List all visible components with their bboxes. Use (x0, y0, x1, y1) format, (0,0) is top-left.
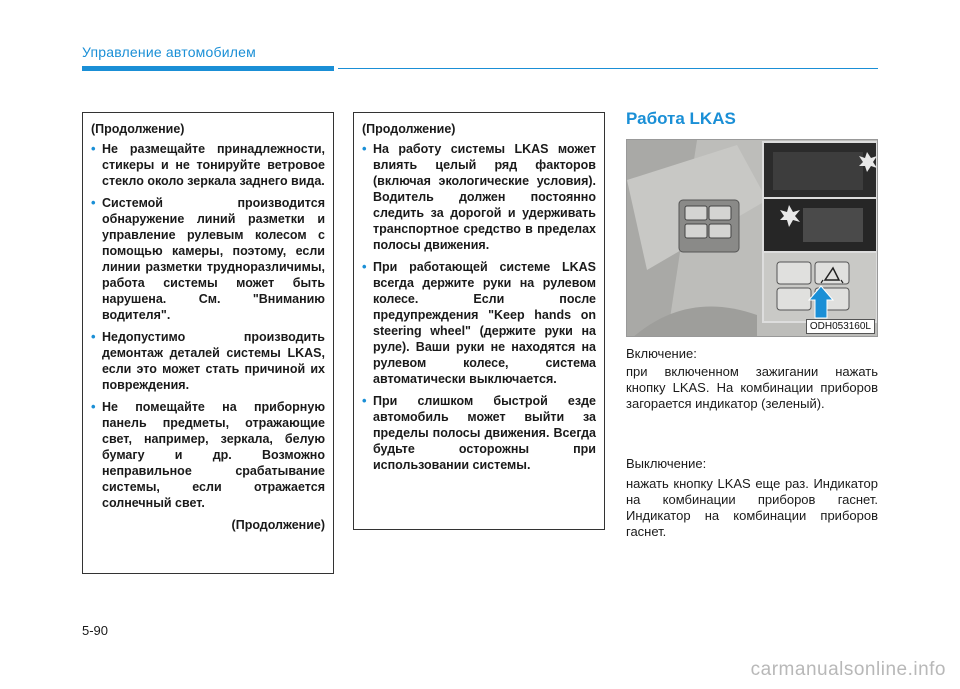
lkas-button-photo (626, 139, 878, 337)
page-number: 5-90 (82, 623, 109, 638)
cluster-inset-middle (763, 198, 877, 252)
bullet-icon: • (91, 399, 96, 414)
list-item (91, 399, 325, 511)
list-item-text: Системой производится обнаружение линий разметки и управление рулевым колесом с помощью камеры, поэтому, если линии разметки трудноразличимы, работа системы может быть нарушена. См. "Вниманию водителя". (102, 196, 325, 322)
caution-heading: (Продолжение) (362, 122, 456, 136)
bullet-icon: • (362, 259, 367, 274)
section-title: Работа LKAS (626, 109, 736, 128)
header-rule-thin (338, 68, 878, 69)
lkas-button-inset (763, 252, 877, 322)
switch-panel (679, 200, 739, 252)
list-item-text: Не размещайте принадлежности, стикеры и не тонируйте ветровое стекло около зеркала заднего вида. (102, 142, 325, 188)
header-rule-thick (82, 66, 334, 71)
list-item-text: Недопустимо производить демонтаж деталей системы LKAS, если это может стать причиной их повреждения. (102, 330, 325, 392)
bullet-icon: • (91, 195, 96, 210)
figure-code: ODH053160L (806, 319, 875, 334)
caution-list (91, 141, 325, 511)
cluster-inset-top (763, 142, 877, 200)
list-item-text: При работающей системе LKAS всегда держите руки на рулевом колесе. Если после предупреждения "Keep hands on steering wheel" (держите руки на руле). Ваши руки не находятся на рулевом колесе, система автоматически выключается. (373, 260, 596, 386)
list-item (362, 141, 596, 253)
caution-list (362, 141, 596, 473)
bullet-icon: • (91, 141, 96, 156)
list-item-text: На работу системы LKAS может влиять целый ряд факторов (включая экологические условия). Водитель должен постоянно следить за дорогой и удерживать транспортное средство в пределах полосы движения. (373, 142, 596, 252)
off-instructions: нажать кнопку LKAS еще раз. Индикатор на комбинации приборов гаснет. Индикатор на комбинации приборов гаснет. (626, 476, 878, 539)
caution-box-middle (353, 112, 605, 530)
list-item-text: Не помещайте на приборную панель предметы, отражающие свет, например, зеркала, белую бумагу и др. Возможно неправильное срабатывание системы, если отражается солнечный свет. (102, 400, 325, 510)
on-instructions: при включенном зажигании нажать кнопку LKAS. На комбинации приборов загорается индикатор (зеленый). (626, 364, 878, 411)
list-item (362, 259, 596, 387)
watermark-text: carmanualsonline.info (750, 659, 946, 680)
bullet-icon: • (91, 329, 96, 344)
caution-box-left (82, 112, 334, 574)
list-item (362, 393, 596, 473)
list-item (91, 141, 325, 189)
caution-heading: (Продолжение) (91, 122, 185, 136)
on-label: Включение: (626, 346, 697, 361)
off-label: Выключение: (626, 456, 707, 471)
section-header-title: Управление автомобилем (82, 44, 256, 60)
dashboard-illustration (627, 140, 878, 337)
list-item (91, 195, 325, 323)
list-item-text: При слишком быстрой езде автомобиль может выйти за пределы полосы движения. Всегда будьте осторожны при использовании системы. (373, 394, 596, 472)
caution-continued: (Продолжение) (231, 518, 325, 532)
bullet-icon: • (362, 393, 367, 408)
bullet-icon: • (362, 141, 367, 156)
list-item (91, 329, 325, 393)
